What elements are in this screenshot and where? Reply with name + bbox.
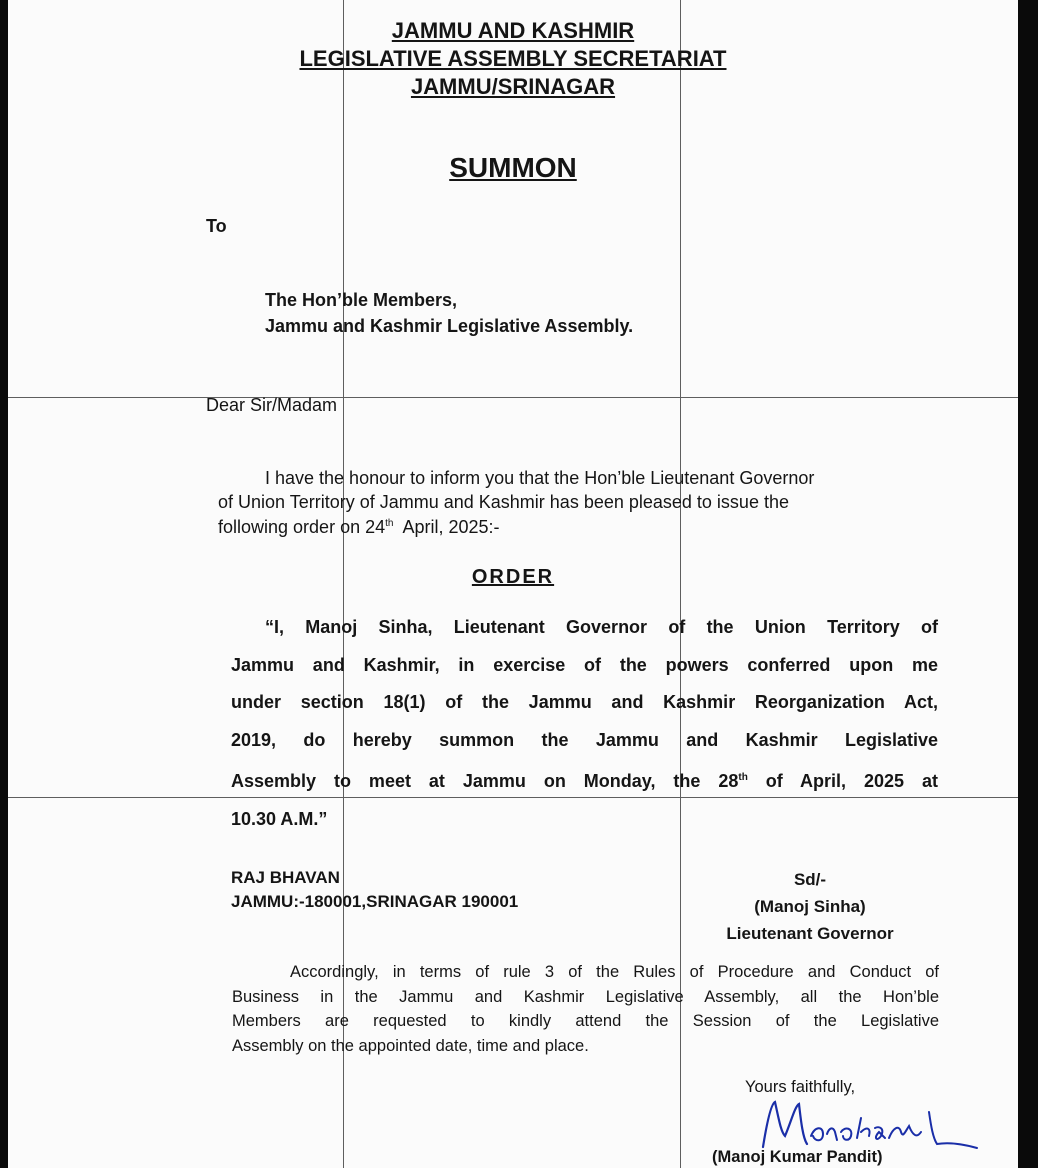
intro-line-1: I have the honour to inform you that the Hon’ble Lieutenant Governor [265, 468, 815, 488]
address-line-2: JAMMU:-180001,SRINAGAR 190001 [231, 892, 519, 911]
closing-line: Members are requested to kindly attend the Session of the Legislative [232, 1012, 939, 1030]
order-line: 2019, do hereby summon the Jammu and Kashmir Legislative [231, 729, 938, 750]
closing-paragraph [232, 960, 939, 1058]
to-label: To [206, 216, 227, 236]
order-line: under section 18(1) of the Jammu and Kashmir Reorganization Act, [231, 692, 938, 712]
order-line: 10.30 A.M.” [231, 808, 328, 829]
recipient-line-2: Jammu and Kashmir Legislative Assembly. [265, 316, 634, 336]
closing-line: Business in the Jammu and Kashmir Legislative Assembly, all the Hon’ble [232, 987, 939, 1006]
secretary-name: (Manoj Kumar Pandit) [712, 1148, 883, 1166]
sd-mark: Sd/- [793, 870, 827, 889]
lg-signature-block [690, 866, 930, 947]
document-title: SUMMON [449, 152, 577, 183]
order-line: “I, Manoj Sinha, Lieutenant Governor of the Union Territory of [265, 617, 938, 637]
lg-name: (Manoj Sinha) [754, 897, 866, 916]
lg-designation: Lieutenant Governor [726, 924, 894, 943]
intro-line-3: following order on 24th April, 2025:- [218, 517, 500, 537]
intro-line-2: of Union Territory of Jammu and Kashmir has been pleased to issue the [218, 492, 789, 512]
closing-line: Accordingly, in terms of rule 3 of the Rules of Procedure and Conduct of [290, 963, 939, 981]
order-heading: ORDER [471, 566, 555, 588]
recipient-line-1: The Hon’ble Members, [265, 290, 458, 310]
header-line-2: LEGISLATIVE ASSEMBLY SECRETARIAT [299, 46, 727, 71]
header-line-3: JAMMU/SRINAGAR [410, 74, 616, 99]
header-line-1: JAMMU AND KASHMIR [391, 18, 635, 43]
fold-line [8, 397, 1018, 398]
valediction: Yours faithfully, [745, 1078, 856, 1096]
closing-line: Assembly on the appointed date, time and place. [232, 1036, 589, 1055]
order-text [231, 609, 938, 838]
order-line: Jammu and Kashmir, in exercise of the powers conferred upon me [231, 654, 938, 675]
address-line-1: RAJ BHAVAN [231, 868, 340, 887]
document-page [8, 0, 1018, 1168]
salutation: Dear Sir/Madam [206, 395, 338, 415]
order-line: Assembly to meet at Jammu on Monday, the 28th of April, 2025 at [231, 771, 938, 791]
